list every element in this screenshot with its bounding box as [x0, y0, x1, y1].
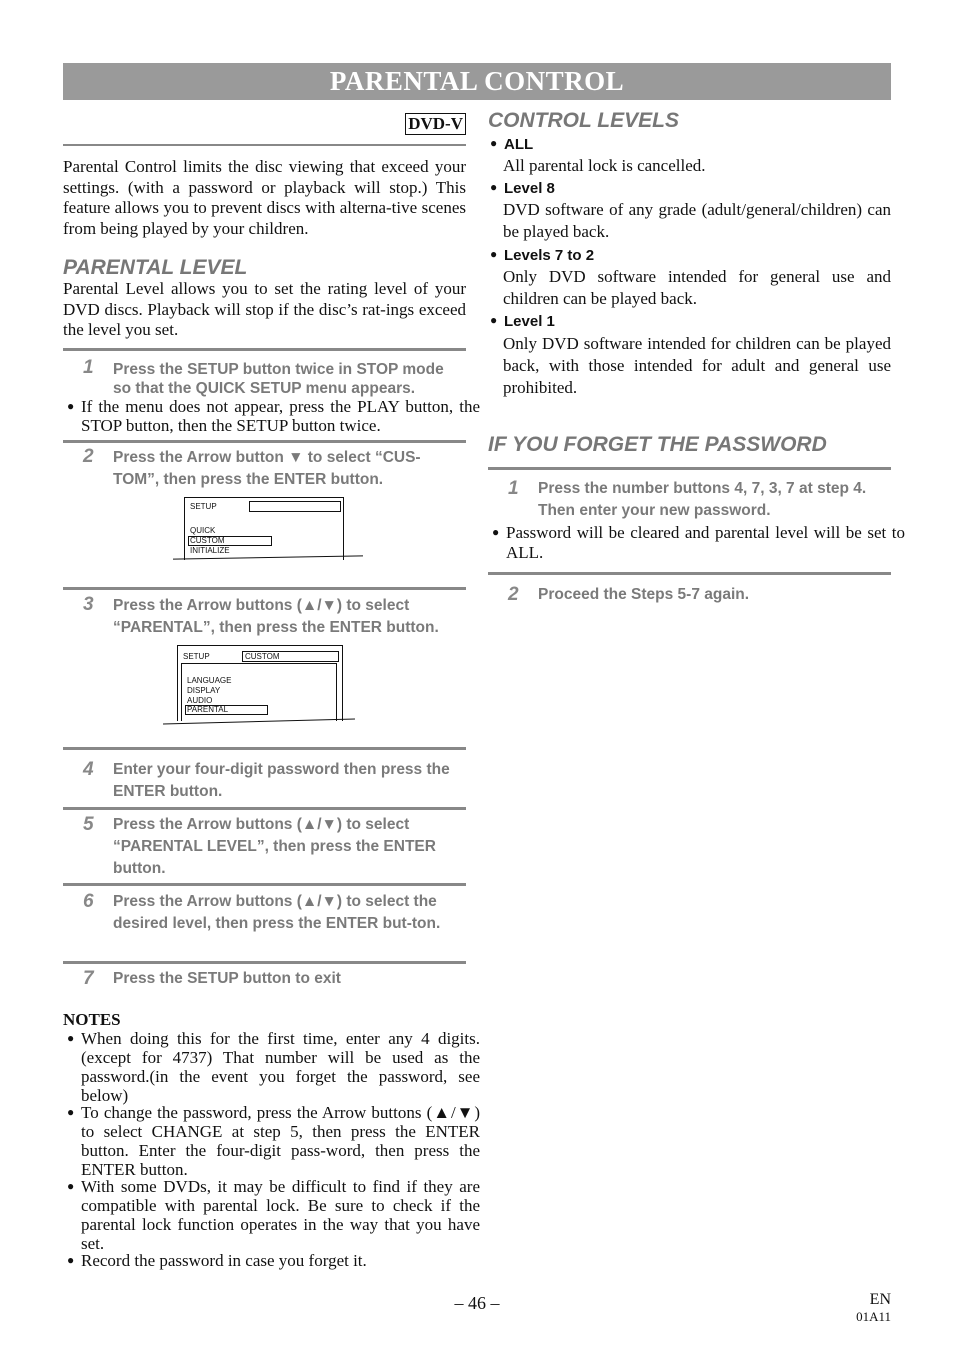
divider: [63, 961, 466, 964]
page-title: PARENTAL CONTROL: [63, 63, 891, 100]
parental-level-text: Parental Level allows you to set the rating level of your DVD discs. Playback will stop if the disc’s rat-ings exceed the level you set.: [63, 279, 466, 339]
note-item: ● When doing this for the first time, enter any 4 digits. (except for 4737) That number will be used as the password.(in the event you forget the password, see below): [67, 1029, 480, 1105]
menu-item-language: LANGUAGE: [187, 676, 232, 685]
step-number: 5: [83, 814, 94, 835]
divider: [63, 440, 466, 443]
step-number: 6: [83, 891, 94, 912]
intro-text: Parental Control limits the disc viewing that exceed your settings. (with a password or playback will stop.) This feature allows you to prevent discs with alterna-tive scenes from being played by your children.: [63, 157, 466, 238]
divider: [63, 883, 466, 886]
step-text: Press the Arrow buttons (▲/▼) to select “PARENTAL LEVEL”, then press the ENTER button.: [113, 816, 436, 877]
step-number: 4: [83, 759, 94, 780]
note-item: ● With some DVDs, it may be difficult to find if they are compatible with parental lock. Be sure to check if the parental lock function operates in the way that you have set.: [67, 1177, 480, 1253]
step-text: Press the SETUP button twice in STOP mode so that the QUICK SETUP menu appears.: [113, 361, 444, 397]
step-text: Press the SETUP button to exit: [113, 970, 341, 987]
custom-setup-screen: [177, 645, 343, 721]
step-number: 7: [83, 968, 94, 989]
step-number: 3: [83, 594, 94, 615]
step-1-note: ● If the menu does not appear, press the PLAY button, the STOP button, then the SETUP button twice.: [67, 397, 480, 435]
levels-7-2-label: ● Levels 7 to 2: [490, 247, 595, 264]
menu-item-audio: AUDIO: [187, 696, 213, 705]
note-item: ● Record the password in case you forget it.: [67, 1251, 367, 1270]
menu-item-quick: QUICK: [190, 526, 216, 535]
notes-heading: NOTES: [63, 1010, 121, 1029]
forget-password-heading: IF YOU FORGET THE PASSWORD: [488, 433, 827, 456]
quick-setup-screen: [184, 497, 344, 560]
menu-item-initialize: INITIALIZE: [190, 546, 230, 555]
forget-note: ● Password will be cleared and parental level will be set to ALL.: [492, 523, 905, 562]
control-levels-heading: CONTROL LEVELS: [488, 109, 679, 132]
divider: [63, 807, 466, 810]
step-text: Enter your four-digit password then press the ENTER button.: [113, 761, 450, 800]
level-8-label: ● Level 8: [490, 180, 555, 197]
document-code: 01A11: [856, 1309, 891, 1324]
language-code: EN: [869, 1291, 891, 1308]
screen-title: SETUP: [183, 652, 210, 661]
divider: [63, 144, 466, 146]
level-1-label: ● Level 1: [490, 313, 555, 330]
screen-header-box: CUSTOM: [242, 651, 339, 662]
menu-item-custom: CUSTOM: [190, 536, 225, 545]
divider: [488, 572, 891, 575]
level-all-label: ● ALL: [490, 136, 534, 153]
step-text: Press the Arrow button ▼ to select “CUS-TOM”, then press the ENTER button.: [113, 449, 421, 488]
step-number: 1: [508, 478, 519, 499]
divider: [63, 747, 466, 750]
step-text: Press the Arrow buttons (▲/▼) to select “PARENTAL”, then press the ENTER button.: [113, 597, 439, 636]
step-text: Press the Arrow buttons (▲/▼) to select the desired level, then press the ENTER but-ton.: [113, 893, 441, 932]
step-text: Press the number buttons 4, 7, 3, 7 at step 4. Then enter your new password.: [538, 480, 867, 519]
menu-item-parental: PARENTAL: [187, 705, 229, 714]
step-text: Proceed the Steps 5-7 again.: [538, 586, 750, 603]
step-number: 1: [83, 357, 94, 378]
divider: [63, 348, 466, 351]
note-item: ● To change the password, press the Arrow buttons (▲/▼) to select CHANGE at step 5, then press the ENTER button. Enter the four-digit pass-word, then press the ENTER button.: [67, 1103, 480, 1179]
page-number: – 46 –: [454, 1293, 500, 1313]
level-1-desc: Only DVD software intended for children can be played back, with those intended for adult and general use prohibited.: [503, 334, 891, 397]
parental-level-heading: PARENTAL LEVEL: [63, 256, 248, 279]
step-number: 2: [508, 584, 519, 605]
menu-item-display: DISPLAY: [187, 686, 221, 695]
level-all-desc: All parental lock is cancelled.: [503, 156, 706, 175]
screen-title: SETUP: [190, 502, 217, 511]
levels-7-2-desc: Only DVD software intended for general use and children can be played back.: [503, 267, 891, 308]
divider: [488, 467, 891, 470]
step-number: 2: [83, 446, 94, 467]
dvd-v-badge: DVD-V: [405, 113, 466, 135]
divider: [63, 587, 466, 590]
screen-header-box: [249, 501, 341, 512]
level-8-desc: DVD software of any grade (adult/general/children) can be played back.: [503, 200, 891, 241]
